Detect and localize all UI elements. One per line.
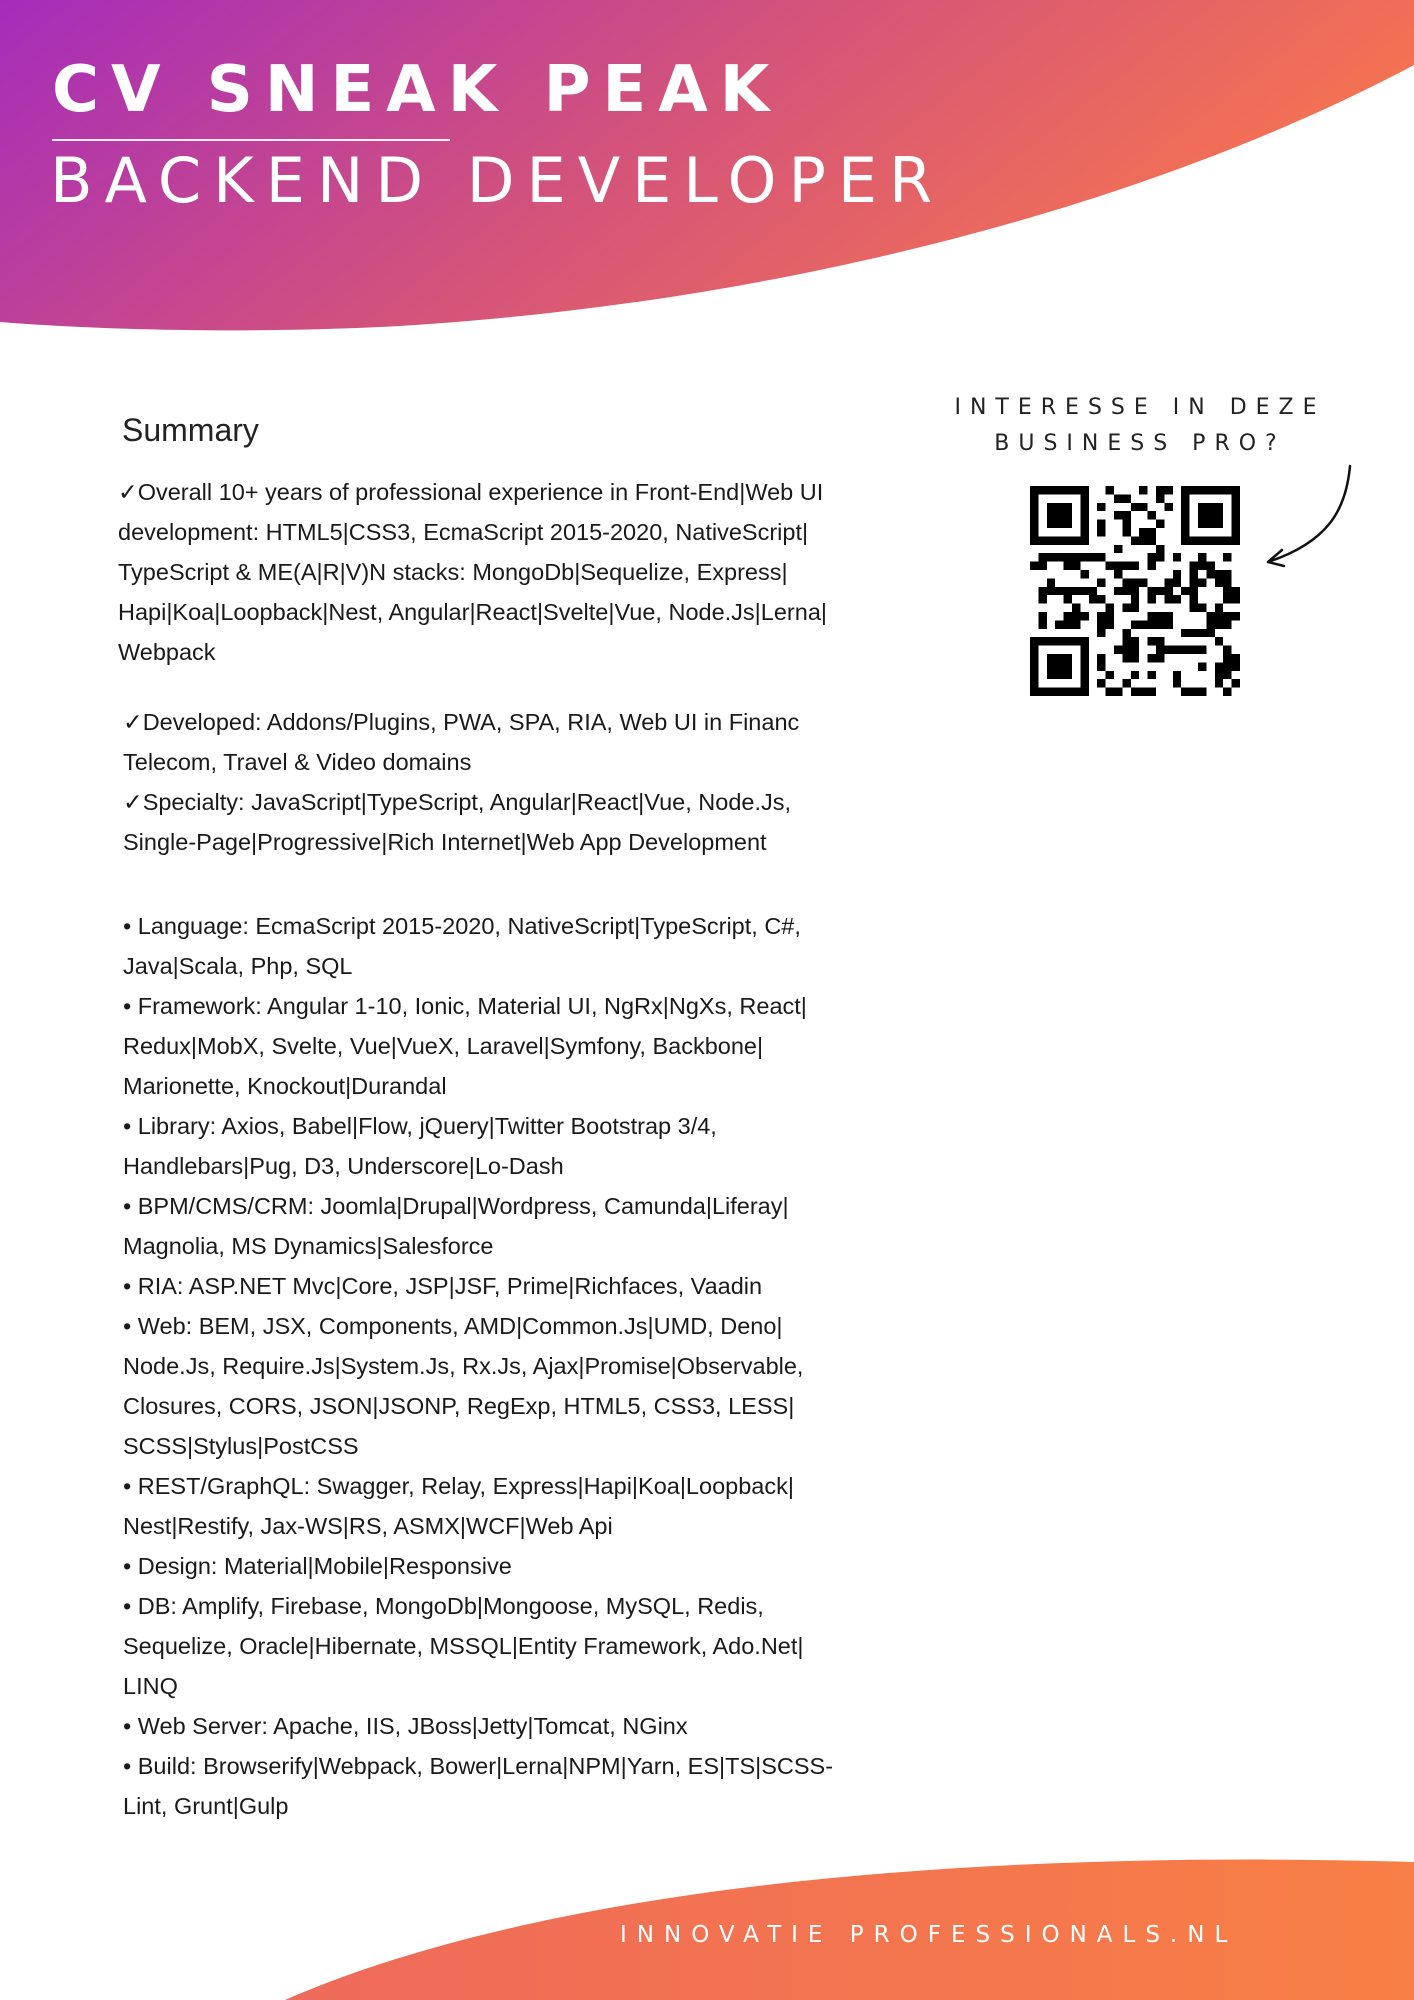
skill-item: • BPM/CMS/CRM: Joomla|Drupal|Wordpress, Camunda|Liferay| Magnolia, MS Dynamics|Salesforce [123,1193,789,1259]
summary-paragraph: ✓Developed: Addons/Plugins, PWA, SPA, RIA, Web UI in Financ Telecom, Travel & Video domains [123,709,800,775]
summary-section [118,408,948,1826]
curved-arrow-icon [1258,460,1358,570]
skill-item: • Library: Axios, Babel|Flow, jQuery|Twitter Bootstrap 3/4, Handlebars|Pug, D3, Underscore|Lo-Dash [123,1113,717,1179]
skill-item: • REST/GraphQL: Swagger, Relay, Express|Hapi|Koa|Loopback| Nest|Restify, Jax-WS|RS, ASMX|WCF|Web Api [123,1473,794,1539]
footer-background [0,1840,1414,2000]
skill-item: • Build: Browserify|Webpack, Bower|Lerna|NPM|Yarn, ES|TS|SCSS- Lint, Grunt|Gulp [123,1753,834,1819]
skill-item: • Language: EcmaScript 2015-2020, NativeScript|TypeScript, C#, Java|Scala, Php, SQL [123,913,801,979]
page-title: CV SNEAK PEAK [52,53,782,127]
title-divider [52,139,450,141]
skill-item: • Design: Material|Mobile|Responsive [123,1553,512,1579]
footer-website: INNOVATIE PROFESSIONALS.NL [620,1922,1238,1948]
summary-paragraph: ✓Overall 10+ years of professional experience in Front-End|Web UI development: HTML5|CSS3, EcmaScript 2015-2020, NativeScript| TypeScript & ME(A|R|V)N stacks: MongoDb|Sequelize, Express| Hapi|Koa|Loopback|Nest, Angular|React|Svelte|Vue, Node.Js|Lerna| Webpack [118,479,827,665]
summary-highlights [123,702,948,1826]
skills-list [123,906,948,1826]
skill-item: • DB: Amplify, Firebase, MongoDb|Mongoose, MySQL, Redis, Sequelize, Oracle|Hibernate, MSSQL|Entity Framework, Ado.Net| LINQ [123,1593,804,1699]
summary-heading: Summary [122,412,259,448]
contact-callout [930,390,1350,462]
skill-item: • RIA: ASP.NET Mvc|Core, JSP|JSF, Prime|Richfaces, Vaadin [123,1273,763,1299]
callout-line: INTERESSE IN DEZE [954,395,1326,420]
summary-paragraph: ✓Specialty: JavaScript|TypeScript, Angular|React|Vue, Node.Js, Single-Page|Progressive|Rich Internet|Web App Development [123,789,792,855]
skill-item: • Web Server: Apache, IIS, JBoss|Jetty|Tomcat, NGinx [123,1713,688,1739]
page-subtitle: BACKEND DEVELOPER [50,144,945,217]
qr-code-icon[interactable] [1030,486,1240,696]
skill-item: • Framework: Angular 1-10, Ionic, Material UI, NgRx|NgXs, React| Redux|MobX, Svelte, Vue|VueX, Laravel|Symfony, Backbone| Marionette, Knockout|Durandal [123,993,807,1099]
skill-item: • Web: BEM, JSX, Components, AMD|Common.Js|UMD, Deno| Node.Js, Require.Js|System.Js, Rx.Js, Ajax|Promise|Observable, Closures, CORS, JSON|JSONP, RegExp, HTML5, CSS3, LESS| SCSS|Stylus|PostCSS [123,1313,804,1459]
callout-line: BUSINESS PRO? [994,431,1286,456]
